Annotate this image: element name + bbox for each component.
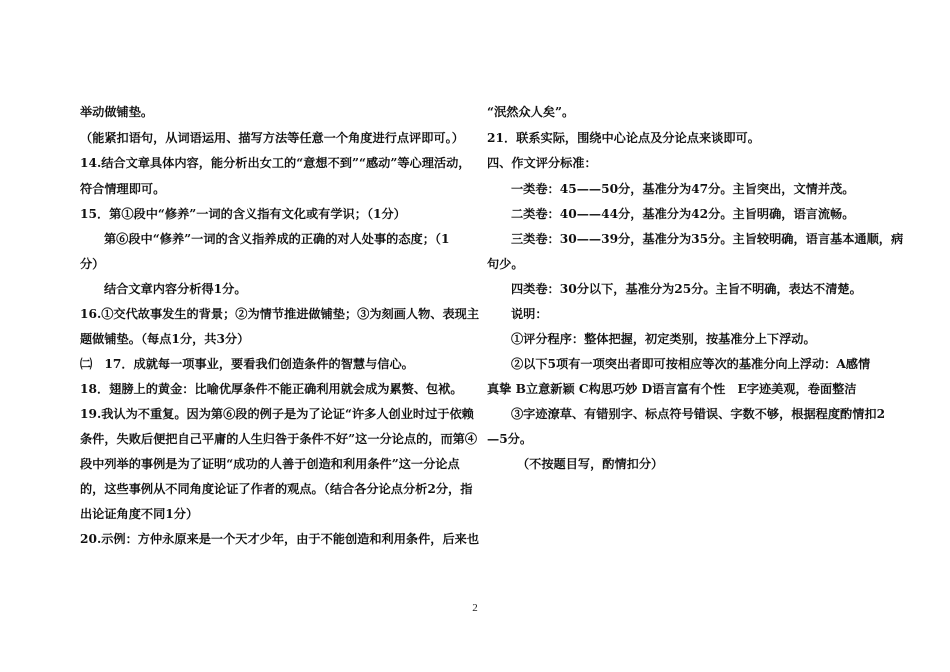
text-line: 四类卷：30分以下，基准分为25分。主旨不明确，表达不清楚。 — [511, 282, 862, 296]
text-line: 14.结合文章具体内容，能分析出女工的“意想不到”“感动”等心理活动， — [80, 156, 471, 170]
text-line: （能紧扣语句，从词语运用、描写方法等任意一个角度进行点评即可。） — [80, 131, 464, 145]
text-line: 符合情理即可。 — [80, 182, 166, 196]
page-number: 2 — [472, 602, 478, 614]
text-line: 段中列举的事例是为了证明“成功的人善于创造和利用条件”这一分论点 — [80, 457, 460, 471]
text-line: 出论证角度不同1分） — [80, 507, 199, 521]
text-line: 说明： — [511, 307, 548, 321]
text-line: 真挚 B立意新颖 C构思巧妙 D语言富有个性 E字迹美观，卷面整洁 — [487, 382, 857, 396]
text-line: 题做铺垫。（每点1分，共3分） — [80, 332, 250, 346]
text-line: 四、作文评分标准： — [487, 156, 597, 170]
text-line: ①评分程序：整体把握，初定类别，按基准分上下浮动。 — [511, 332, 816, 346]
text-line: 18．翅膀上的黄金：比喻优厚条件不能正确利用就会成为累赘、包袱。 — [80, 382, 463, 396]
text-line: ㈡ 17．成就每一项事业，要看我们创造条件的智慧与信心。 — [80, 357, 414, 371]
text-line: 二类卷：40——44分，基准分为42分。主旨明确，语言流畅。 — [511, 207, 855, 221]
text-line: ③字迹潦草、有错别字、标点符号错误、字数不够，根据程度酌情扣2 — [511, 407, 886, 421]
text-line: —5分。 — [487, 432, 533, 446]
text-line: 举动做铺垫。 — [80, 105, 154, 119]
text-line: 句少。 — [487, 257, 524, 271]
text-line: ②以下5项有一项突出者即可按相应等次的基准分向上浮动：A感情 — [511, 357, 871, 371]
text-line: （不按题目写，酌情扣分） — [517, 457, 664, 471]
text-line: 第⑥段中“修养”一词的含义指养成的正确的对人处事的态度；（1 — [104, 232, 450, 246]
text-line: 分） — [80, 257, 105, 271]
text-line: 21．联系实际，围绕中心论点及分论点来谈即可。 — [487, 131, 760, 145]
text-line: 19.我认为不重复。因为第⑥段的例子是为了论证“许多人创业时过于依赖 — [80, 407, 474, 421]
text-line: 15．第①段中“修养”一词的含义指有文化或有学识；（1分） — [80, 207, 406, 221]
text-line: 结合文章内容分析得1分。 — [104, 282, 247, 296]
text-line: 一类卷：45——50分，基准分为47分。主旨突出，文情并茂。 — [511, 182, 855, 196]
text-line: 的，这些事例从不同角度论证了作者的观点。（结合各分论点分析2分，指 — [80, 482, 473, 496]
text-line: 16.①交代故事发生的背景；②为情节推进做铺垫；③为刻画人物、表现主 — [80, 307, 480, 321]
text-line: 三类卷：30——39分，基准分为35分。主旨较明确，语言基本通顺，病 — [511, 232, 904, 246]
text-line: 20.示例：方仲永原来是一个天才少年，由于不能创造和利用条件，后来也 — [80, 532, 480, 546]
text-line: “泯然众人矣”。 — [487, 105, 575, 119]
text-line: 条件，失败后便把自己平庸的人生归咎于条件不好”这一分论点的，而第④ — [80, 432, 478, 446]
